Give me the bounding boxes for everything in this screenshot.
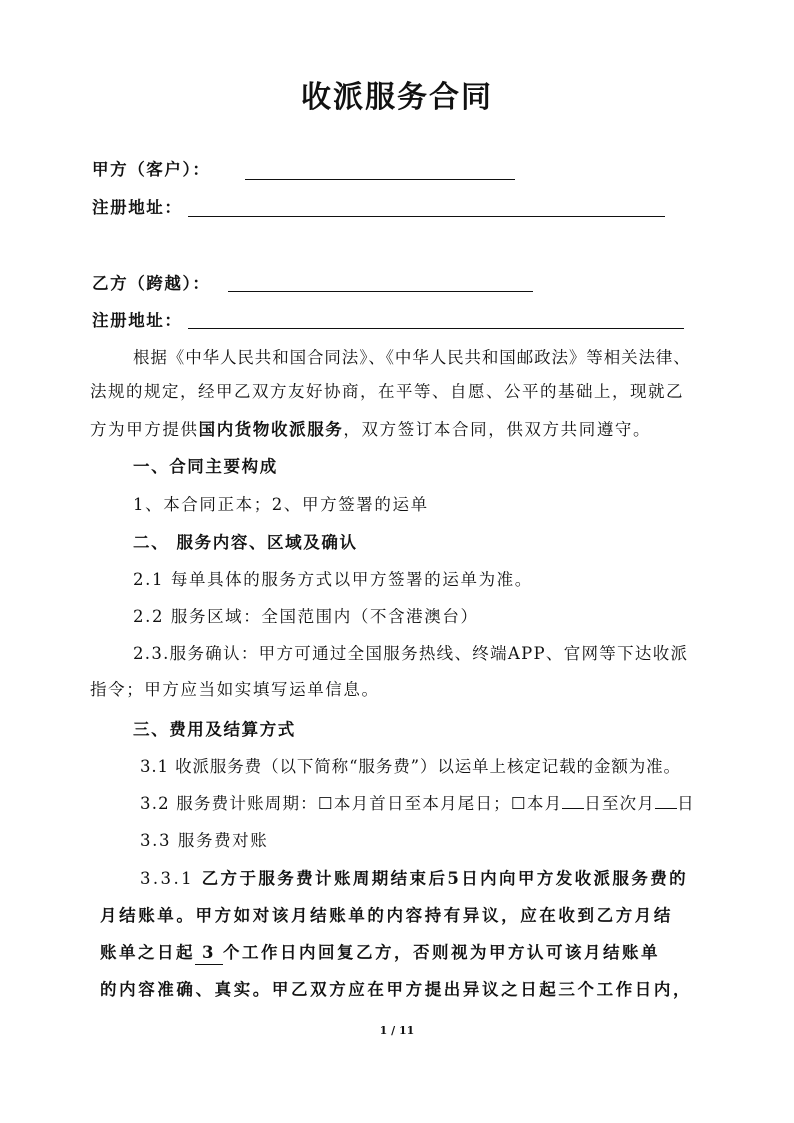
party-a-name-field[interactable] xyxy=(245,179,515,180)
party-b-name-field[interactable] xyxy=(228,291,533,292)
clause-text: 日 xyxy=(677,794,695,813)
clause-text: 日至次月 xyxy=(584,794,656,813)
section-1-items: 1、本合同正本；2、甲方签署的运单 xyxy=(133,495,429,514)
clause-3-2 xyxy=(140,793,695,815)
clause-2-1: 2.1 每单具体的服务方式以甲方签署的运单为准。 xyxy=(133,570,533,589)
start-day-field[interactable] xyxy=(562,808,584,809)
clause-2-2: 2.2 服务区域：全国范围内（不含港澳台） xyxy=(133,607,479,626)
party-a-address-label: 注册地址： xyxy=(92,198,183,217)
clause-3-3: 3.3 服务费对账 xyxy=(140,831,269,850)
party-b-address-field[interactable] xyxy=(188,328,684,329)
clause-text: 个工作日内回复乙方，否则视为甲方认可该月结账单 xyxy=(223,943,660,962)
clause-2-3: 2.3.服务确认：甲方可通过全国服务热线、终端APP、官网等下达收派 xyxy=(133,644,689,663)
section-1-heading: 一、合同主要构成 xyxy=(133,457,278,476)
intro-line: 根据《中华人民共和国合同法》、《中华人民共和国邮政法》等相关法律、 xyxy=(133,348,691,367)
reply-days-field[interactable]: 3 xyxy=(195,942,223,965)
clause-text: 3.2 服务费计账周期：☐本月首日至本月尾日；☐本月 xyxy=(140,794,563,813)
end-day-field[interactable] xyxy=(655,808,677,809)
intro-text: 方为甲方提供 xyxy=(90,420,199,439)
clause-3-3-1-cont xyxy=(100,942,660,965)
page-number: 1 / 11 xyxy=(379,1024,415,1037)
party-a-label: 甲方（客户）： xyxy=(92,160,211,179)
clause-3-1: 3.1 收派服务费（以下简称“服务费”）以运单上核定记载的金额为准。 xyxy=(140,757,681,776)
clause-3-3-1-cont: 月结账单。甲方如对该月结账单的内容持有异议，应在收到乙方月结 xyxy=(100,906,673,925)
party-a-address-field[interactable] xyxy=(188,216,665,217)
clause-number: 3.3.1 xyxy=(140,869,202,888)
clause-text: 账单之日起 xyxy=(100,943,195,962)
intro-line: 法规的规定，经甲乙双方友好协商，在平等、自愿、公平的基础上，现就乙 xyxy=(90,382,684,401)
section-2-heading: 二、 服务内容、区域及确认 xyxy=(133,533,358,552)
intro-line xyxy=(90,419,651,441)
party-b-address-label: 注册地址： xyxy=(92,311,183,330)
clause-text: 乙方于服务费计账周期结束后5日内向甲方发收派服务费的 xyxy=(201,869,689,888)
party-b-label: 乙方（跨越）： xyxy=(92,274,211,293)
intro-text: ，双方签订本合同，供双方共同遵守。 xyxy=(343,420,652,439)
clause-3-3-1-cont: 的内容准确、真实。甲乙双方应在甲方提出异议之日起三个工作日内， xyxy=(100,980,693,999)
clause-2-3-cont: 指令；甲方应当如实填写运单信息。 xyxy=(90,680,380,699)
document-title: 收派服务合同 xyxy=(301,80,493,115)
intro-emphasis: 国内货物收派服务 xyxy=(198,420,344,439)
clause-3-3-1 xyxy=(140,868,688,890)
section-3-heading: 三、费用及结算方式 xyxy=(133,720,296,739)
